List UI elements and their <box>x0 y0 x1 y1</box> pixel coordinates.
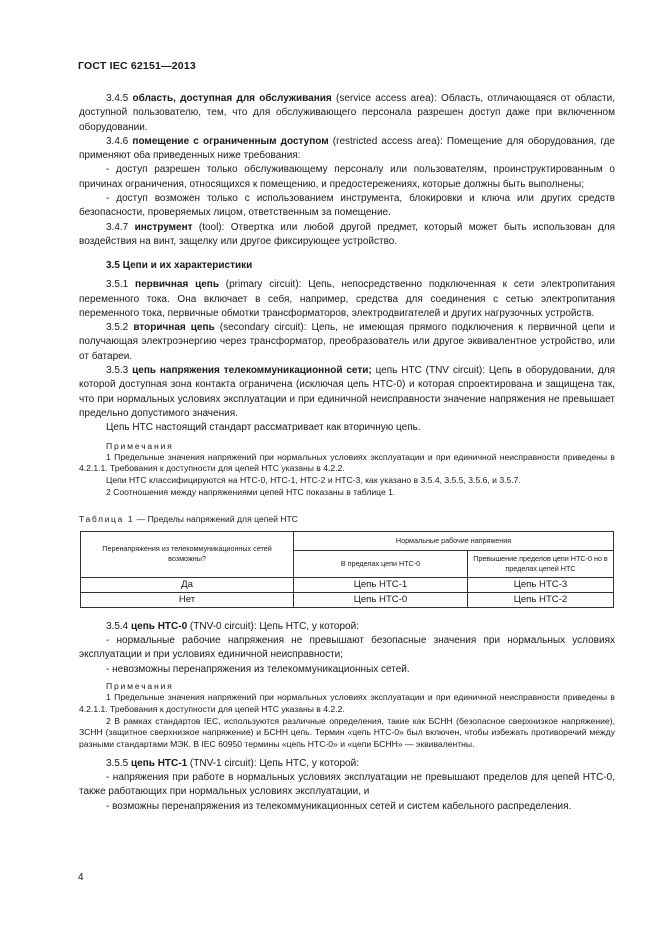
table-cell: Цепь НТС-3 <box>468 577 614 592</box>
clause-3-4-7 <box>79 221 615 250</box>
list-item: - невозможны перенапряжения из телекоммуникационных сетей. <box>106 663 410 675</box>
notes-title: Примечания <box>106 440 174 451</box>
clause-3-5-5 <box>79 757 615 771</box>
col-header-overvoltage: Перенапряжения из телекоммуникационных сетей возможны? <box>81 531 294 577</box>
table-caption <box>79 513 615 525</box>
clause-number: 3.4.5 <box>106 93 129 104</box>
definition: (tool): Отвертка или любой другой предмет, который может быть использован для воздействия на винт, защелку или другое фиксирующее устройство. <box>79 221 615 247</box>
list-item: - напряжения при работе в нормальных условиях эксплуатации не превышают пределов для цепей НТС-0, также работающих при нормальных условиях эксплуатации, и <box>79 772 615 798</box>
col-header-tnv0: В пределах цепи НТС-0 <box>294 550 468 577</box>
table-row <box>81 577 614 592</box>
clause-number: 3.5.2 <box>106 322 129 334</box>
table-cell: Цепь НТС-0 <box>294 592 468 607</box>
table-cell: Цепь НТС-2 <box>468 592 614 607</box>
list-item: - нормальные рабочие напряжения не превышают безопасные значения при нормальных условиях эксплуатации и при условиях единичной неисправности; <box>79 635 615 661</box>
definition: (TNV-0 circuit): Цепь НТС, у которой: <box>187 620 359 632</box>
definition: (service access area): Область, отличающаяся от области, доступной пользователю, тем, что для обслуживающего персонала разрешен доступ даже при включенном оборудовании. <box>79 93 616 133</box>
col-header-exceed: Превышение пределов цепи НТС-0 но в пределах цепей НТС <box>468 550 614 577</box>
table-header-row <box>81 531 614 550</box>
clause-3-4-5 <box>79 92 615 135</box>
clause-number: 3.5.4 <box>106 620 129 632</box>
clause-number: 3.5.3 <box>106 365 129 377</box>
note-item: 1 Предельные значения напряжений при нормальных условиях эксплуатации и при единичной неисправности приведены в 4.2.1.1. Требования к доступности для цепей НТС указаны в 4.2.2. <box>79 691 615 714</box>
term: цепь напряжения телекоммуникационной сети; <box>132 365 372 377</box>
clause-3-5-4 <box>79 620 615 634</box>
list-item: - возможны перенапряжения из телекоммуникационных сетей и систем кабельного распределения. <box>106 800 572 812</box>
page-content <box>79 92 615 814</box>
clause-3-5-3-extra: Цепь НТС настоящий стандарт рассматривает как вторичную цепь. <box>106 422 421 434</box>
note-item: Цепи НТС классифицируются на НТС-0, НТС-1, НТС-2 и НТС-3, как указано в 3.5.4, 3.5.5, 3.5.6, и 3.5.7. <box>106 475 521 486</box>
term: цепь НТС-1 <box>131 757 188 769</box>
term: помещение с ограниченным доступом <box>132 135 329 147</box>
note-item: 2 Соотношения между напряжениями цепей НТС показаны в таблице 1. <box>106 486 396 497</box>
clause-number: 3.4.7 <box>106 221 129 233</box>
notes-title: Примечания <box>106 680 174 691</box>
term: вторичная цепь <box>133 322 215 334</box>
section-heading-3-5: 3.5 Цепи и их характеристики <box>106 260 253 272</box>
definition: (TNV-1 circuit): Цепь НТС, у которой: <box>187 757 359 769</box>
table-cell: Цепь НТС-1 <box>294 577 468 592</box>
term: область, доступная для обслуживания <box>132 93 332 104</box>
clause-3-5-3 <box>79 364 615 421</box>
clause-number: 3.4.6 <box>106 135 129 147</box>
clause-3-4-6 <box>79 135 615 164</box>
table-cell: Нет <box>81 592 294 607</box>
clause-number: 3.5.5 <box>106 757 129 769</box>
clause-number: 3.5.1 <box>106 279 129 291</box>
list-item: - доступ разрешен только обслуживающему персоналу или пользователям, проинструктированным о причинах ограничения, относящихся к помещению, и предостережениях, которые должны быть выполнены; <box>79 164 615 190</box>
page-number: 4 <box>78 872 84 883</box>
table-caption-text: — Пределы напряжений для цепей НТС <box>134 513 299 524</box>
table-caption-label: Таблица 1 <box>79 513 135 524</box>
voltage-limits-table <box>80 531 614 608</box>
standard-header: ГОСТ IEC 62151—2013 <box>78 60 196 72</box>
note-item: 1 Предельные значения напряжений при нормальных условиях эксплуатации и при единичной неисправности приведены в 4.2.1.1. Требования к доступности для цепей НТС указаны в 4.2.2. <box>79 451 615 474</box>
definition: цепь НТС (TNV circuit): Цепь в оборудовании, для которой доступная зона контакта ограничена (исключая цепь НТС-0) и которая спроектирована и защищена так, что при нормальных условиях эксплуатации и при единичной неисправности значение напряжения не превышает предельно допустимого значения. <box>79 365 616 419</box>
term: первичная цепь <box>135 279 219 291</box>
table-row <box>81 592 614 607</box>
list-item: - доступ возможен только с использованием инструмента, блокировки и ключа или других средств безопасности, проверяемых лицом, ответственным за помещение. <box>79 193 615 219</box>
definition: (primary circuit): Цепь, непосредственно подключенная к сети электропитания переменного тока. Она включает в себя, например, средства для соединения с сетью электропитания переменного тока, первичные обмотки трансформаторов, электродвигателей и других нагрузочных устройств. <box>79 279 616 319</box>
definition: (secondary circuit): Цепь, не имеющая прямого подключения к первичной цепи и получающая электроэнергию через трансформатор, преобразователь или другое эквивалентное устройство, или от батареи. <box>79 322 615 362</box>
term: инструмент <box>134 221 193 233</box>
note-item: 2 В рамках стандартов IEC, используются различные определения, такие как БСНН (безопасное сверхнизкое напряжение), ЗСНН (защитное сверхнизкое напряжение) и БСНН цепь. Термин «цепь НТС-0» был включен, чтобы избежать противоречий между разными стандартами МЭК. В IEC 60950 термины «цепь НТС-0» и «цепи БСНН» — эквивалентны. <box>79 715 615 750</box>
col-group-header: Нормальные рабочие напряжения <box>294 531 614 550</box>
term: цепь НТС-0 <box>131 620 188 632</box>
clause-3-5-2 <box>79 321 615 364</box>
table-cell: Да <box>81 577 294 592</box>
definition: (restricted access area): Помещение для оборудования, где применяют оба приведенных ниже требования: <box>79 135 615 162</box>
clause-3-5-1 <box>79 278 615 321</box>
